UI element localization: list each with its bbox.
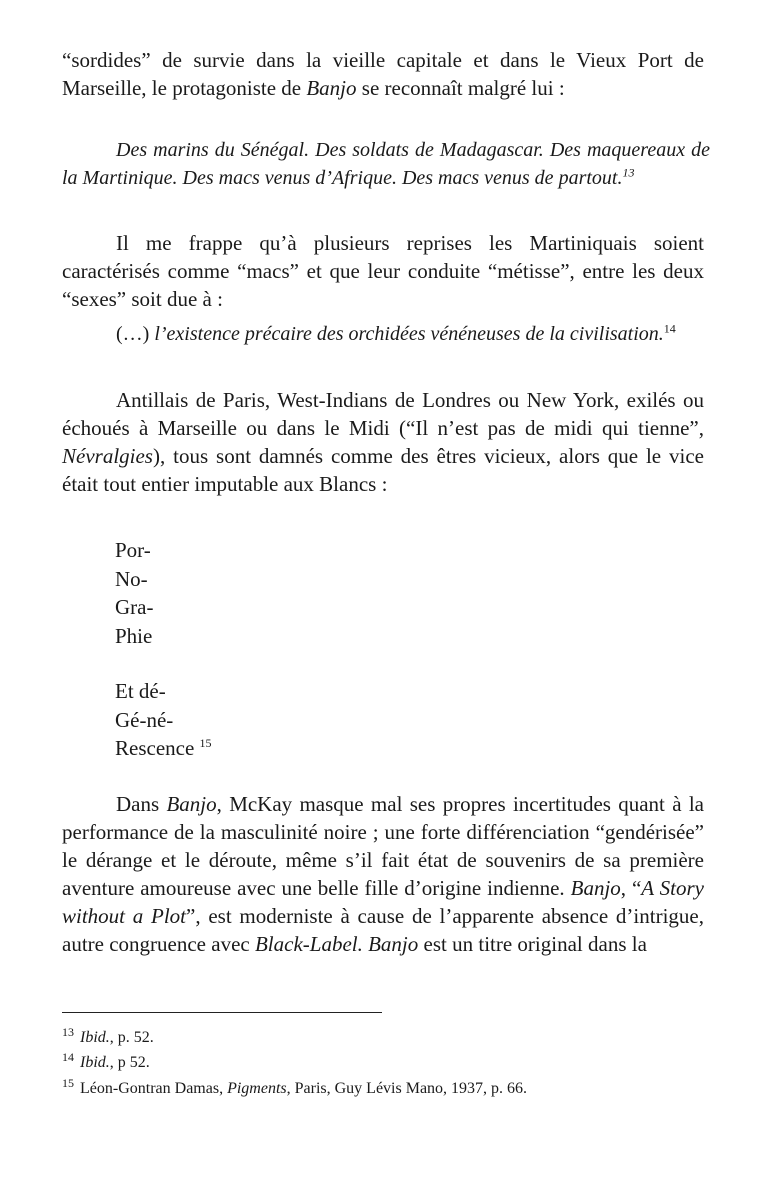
block-quote-2-text: l’existence précaire des orchidées vénéneuses de la civilisation.: [154, 323, 664, 345]
block-quote-1: [62, 136, 710, 192]
footnote-text: , p. 52.: [109, 1029, 154, 1046]
title-banjo: Banjo: [570, 876, 621, 900]
title-banjo: Banjo: [166, 792, 217, 816]
paragraph-3-text-end: ), tous sont damnés comme des êtres vicieux, alors que le vice était tout entier imputable aux Blancs :: [62, 444, 704, 496]
footnote-separator: [62, 1012, 382, 1013]
footnote-ref-15: 15: [199, 736, 212, 750]
poem-line: Gra-: [115, 595, 154, 619]
poem-line: Et dé-: [115, 679, 166, 703]
footnote-number: 15: [62, 1075, 74, 1090]
paragraph-4-text: , “: [620, 876, 642, 900]
footnote-15: [62, 1075, 528, 1099]
footnote-number: 13: [62, 1024, 74, 1039]
footnote-ibid: Ibid.: [80, 1029, 110, 1046]
paragraph-3: [62, 386, 704, 498]
footnote-title-pigments: Pigments: [227, 1080, 287, 1097]
paragraph-4-text: Dans: [116, 792, 167, 816]
footnote-text: Léon-Gontran Damas,: [80, 1080, 228, 1097]
footnote-ref-13: 13: [622, 165, 635, 180]
poem-line: No-: [115, 566, 148, 591]
poem-line: Gé-né-: [115, 707, 174, 732]
block-quote-1-text: Des marins du Sénégal. Des soldats de Madagascar. Des maquereaux de la Martinique. Des macs venus d’Afrique. Des macs venus de partout.: [62, 139, 710, 189]
title-banjo: Banjo: [368, 932, 419, 956]
footnote-13: [62, 1024, 154, 1048]
paragraph-1: [62, 46, 704, 102]
footnote-number: 14: [62, 1049, 74, 1064]
title-black-label: Black-Label.: [254, 932, 363, 956]
poem-stanza-1: [115, 536, 153, 650]
poem-line: Phie: [115, 623, 153, 648]
poem-line: Por-: [115, 538, 151, 562]
title-banjo: Banjo: [306, 76, 357, 100]
footnote-14: [62, 1049, 150, 1073]
footnote-text: , Paris, Guy Lévis Mano, 1937, p. 66.: [286, 1080, 528, 1097]
poem-stanza-2: [115, 677, 212, 763]
title-nevralgies: Névralgies: [62, 444, 153, 468]
paragraph-1-text-end: se reconnaît malgré lui :: [356, 76, 565, 100]
footnote-ref-14: 14: [663, 321, 676, 336]
paragraph-4-text: ”, est moderniste à cause de l’apparente absence d’intrigue, autre congruence avec: [62, 904, 704, 956]
paragraph-3-text: Antillais de Paris, West-Indians de Londres ou New York, exilés ou échoués à Marseille ou dans le Midi (“Il n’est pas de midi qui tienne”,: [62, 388, 704, 440]
footnote-ibid: Ibid.: [80, 1054, 110, 1071]
footnote-text: , p 52.: [109, 1054, 150, 1071]
paragraph-1-text: “sordides” de survie dans la vieille capitale et dans le Vieux Port de Marseille, le protagoniste de: [62, 48, 704, 100]
ellipsis: (…): [116, 323, 155, 345]
poem-line: Rescence: [115, 736, 195, 760]
block-quote-2: [116, 320, 716, 348]
paragraph-4-text: , McKay masque mal ses propres incertitudes quant à la performance de la masculinité noire ; une forte différenciation “gendérisée” le dérange et le déroute, même s’il fait état de souvenirs de sa première aventure amoureuse avec une belle fille d’origine indienne.: [62, 792, 704, 900]
paragraph-4: [62, 790, 704, 958]
paragraph-2: Il me frappe qu’à plusieurs reprises les Martiniquais soient caractérisés comme “macs” et que leur conduite “métisse”, entre les deux “sexes” soit due à :: [62, 231, 704, 311]
paragraph-4-text-end: est un titre original dans la: [418, 932, 647, 956]
title-a-story-without-a-plot: A Story without a Plot: [62, 876, 704, 928]
